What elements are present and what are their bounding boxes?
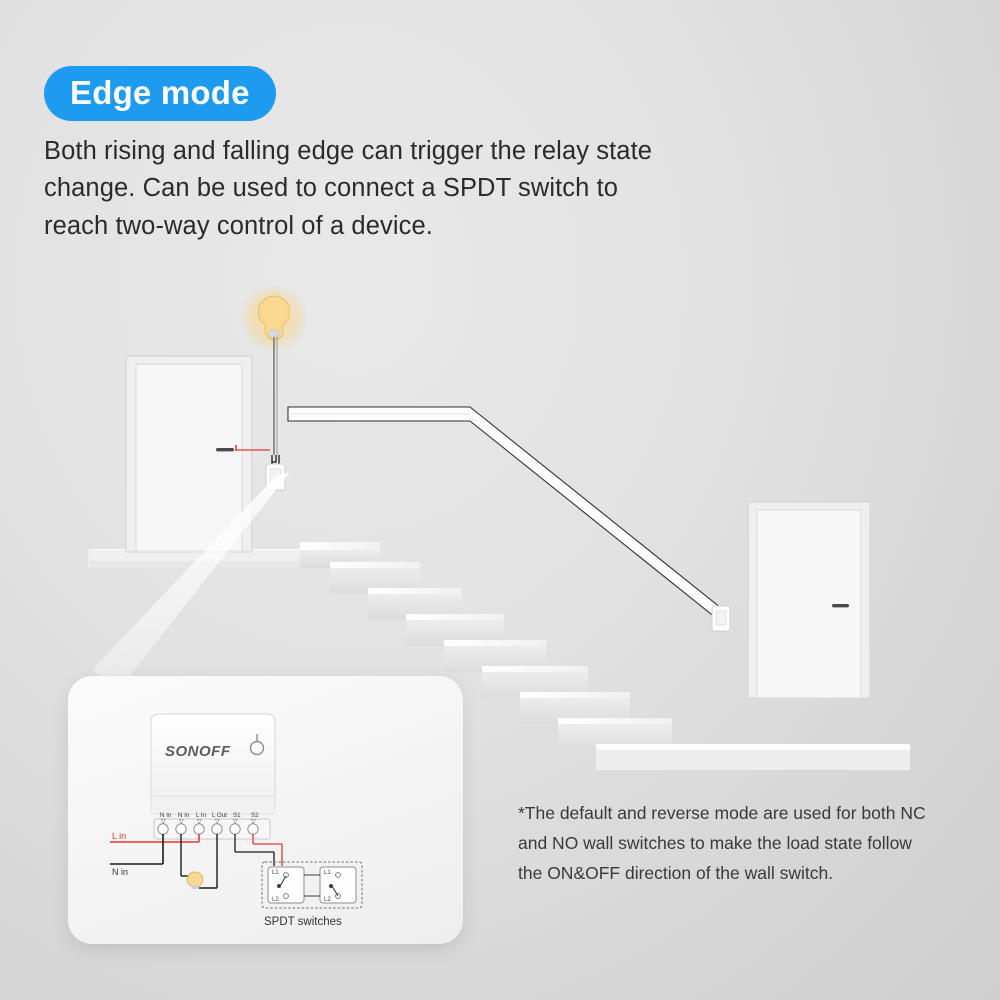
mode-badge: Edge mode (44, 66, 276, 121)
svg-text:▽: ▽ (161, 818, 166, 825)
svg-text:▽: ▽ (179, 818, 184, 825)
right-door (748, 502, 870, 698)
label-l-in: L in (112, 831, 127, 841)
spdt-caption: SPDT switches (264, 916, 342, 928)
sonoff-device (151, 714, 275, 814)
terminal-label-n-in-2: N In (178, 812, 190, 819)
wall-switch-lower (712, 606, 730, 631)
switch-a-label-l1: L1 (272, 870, 279, 876)
spdt-switch-group (262, 862, 362, 928)
svg-text:▽: ▽ (197, 818, 202, 825)
terminal-label-s1: S1 (233, 812, 241, 819)
svg-text:▽: ▽ (251, 818, 256, 825)
footnote: *The default and reverse mode are used for both NC and NO wall switches to make the load state follow the ON&OFF direction of the wall switch. (518, 803, 926, 884)
brand-logo: SONOFF (165, 743, 231, 760)
svg-text:▽: ▽ (215, 818, 220, 825)
mode-description: Both rising and falling edge can trigger the relay state change. Can be used to connect a SPDT switch to reach two-way control of a device. (44, 137, 653, 240)
terminal-label-n-in-1: N In (160, 812, 172, 819)
svg-text:▽: ▽ (233, 818, 238, 825)
switch-a-label-l2: L2 (272, 897, 279, 903)
wiring-detail-card (68, 676, 463, 944)
switch-b-label-l2: L2 (324, 897, 331, 903)
terminal-label-s2: S2 (251, 812, 259, 819)
terminal-label-l-in: L In (196, 812, 207, 819)
switch-b-label-l1: L1 (324, 870, 331, 876)
label-n-in: N in (112, 867, 129, 877)
terminal-label-l-out: L Out (212, 812, 227, 819)
